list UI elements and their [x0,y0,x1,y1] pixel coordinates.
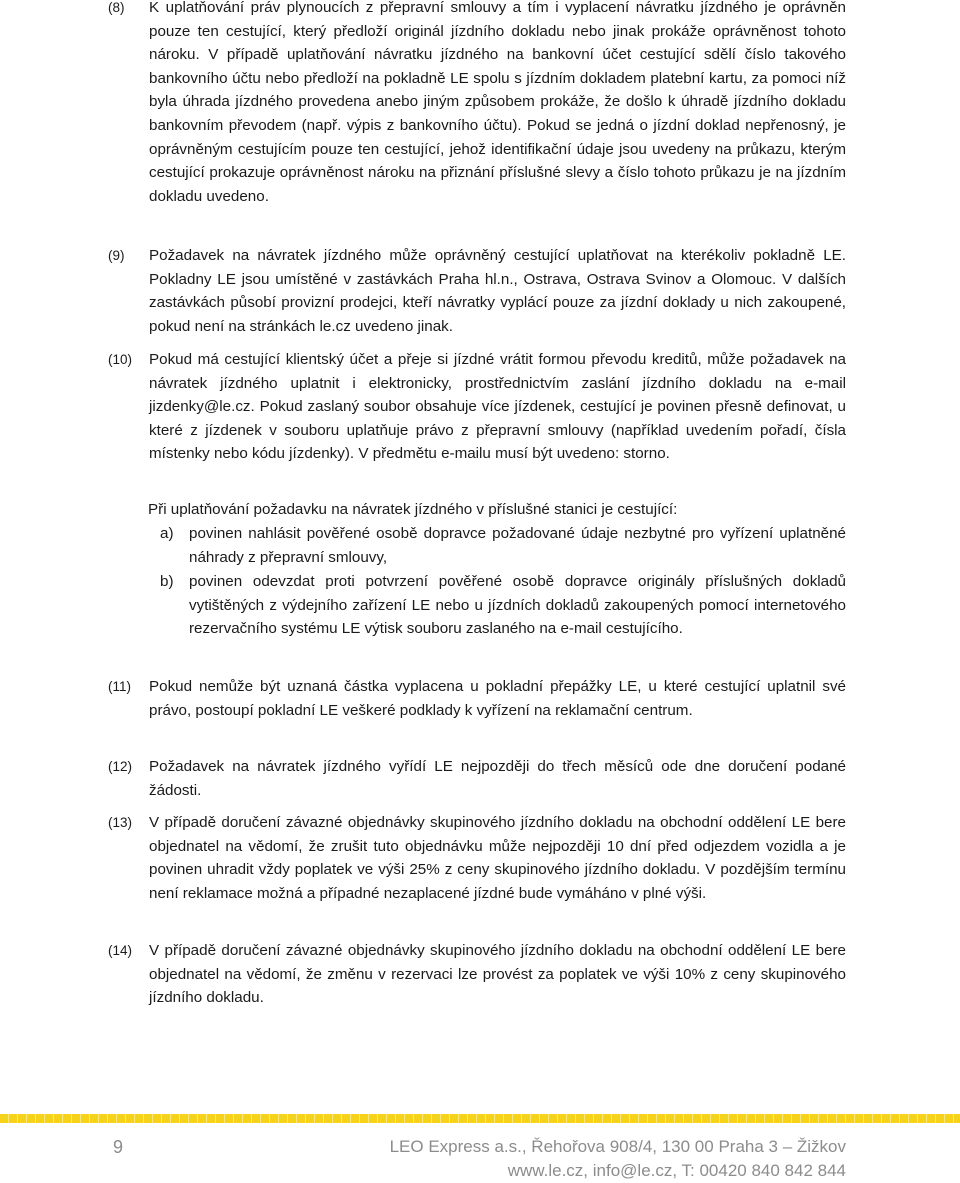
page-number: 9 [113,1137,124,1157]
paragraph-text: Požadavek na návratek jízdného vyřídí LE nejpozději do třech měsíců ode dne doručení podané žádosti. [149,758,846,799]
paragraph-13 [108,811,846,905]
paragraph-11 [108,675,846,722]
footer-company-address: LEO Express a.s., Řehořova 908/4, 130 00 Praha 3 – Žižkov [389,1137,846,1156]
sub-item-label: b) [160,573,174,590]
paragraph-text: V případě doručení závazné objednávky skupinového jízdního dokladu na obchodní oddělení LE bere objednatel na vědomí, že zrušit tuto objednávku může nejpozději 10 dní před odjezdem vozidla a je povinen uhradit vždy poplatek ve výši 25% z ceny skupinového jízdního dokladu. V pozdějším termínu není reklamace možná a případné nezaplacené jízdné bude vymáháno v plné výši. [149,814,846,902]
paragraph-number: (12) [108,759,133,774]
paragraph-number: (14) [108,943,133,958]
paragraph-8 [108,0,846,208]
footer-accent-bar [0,1114,960,1123]
paragraph-number: (9) [108,248,125,263]
sub-item-label: a) [160,525,174,542]
paragraph-number: (11) [108,679,132,694]
paragraph-text: V případě doručení závazné objednávky skupinového jízdního dokladu na obchodní oddělení LE bere objednatel na vědomí, že změnu v rezervaci lze provést za poplatek ve výši 10% z ceny skupinového jízdního dokladu. [149,942,846,1007]
sub-item-text: povinen nahlásit pověřené osobě dopravce požadované údaje nezbytné pro vyřízení uplatněné náhrady z přepravní smlouvy, [189,525,846,566]
paragraph-10 [108,348,846,466]
paragraph-number: (8) [108,0,125,15]
paragraph-9 [108,244,846,338]
paragraph-text: K uplatňování práv plynoucích z přepravní smlouvy a tím i vyplacení návratku jízdného je oprávněn pouze ten cestující, který předloží originál jízdního dokladu nebo jinak prokáže oprávněnost tohoto nároku. V případě uplatňování návratku jízdného na bankovní účet cestující sdělí číslo takového bankovního účtu nebo předloží na pokladně LE spolu s jízdním dokladem platební kartu, za pomoci níž byla úhrada jízdného provedena anebo jiným způsobem prokáže, že došlo k úhradě jízdního dokladu bankovním převodem (např. výpis z bankovního účtu). Pokud se jedná o jízdní doklad nepřenosný, je oprávněným cestujícím pouze ten cestující, jehož identifikační údaje jsou uvedeny na průkazu, kterým cestující prokazuje oprávněnost nároku na přiznání příslušné slevy a číslo tohoto průkazu je na jízdním dokladu uvedeno. [149,0,846,205]
refund-intro: Při uplatňování požadavku na návratek jízdného v příslušné stanici je cestující: [148,501,678,518]
footer-contact-info: www.le.cz, info@le.cz, T: 00420 840 842 844 [507,1161,846,1180]
sub-item-text: povinen odevzdat proti potvrzení pověřené osobě dopravce originály příslušných dokladů vytištěných z výdejního zařízení LE nebo u jízdních dokladů zakoupených pomocí internetového rezervačního systému LE výtisk souboru zaslaného na e-mail cestujícího. [189,573,846,638]
paragraph-number: (13) [108,815,133,830]
paragraph-text: Požadavek na návratek jízdného může oprávněný cestující uplatňovat na kterékoliv pokladně LE. Pokladny LE jsou umístěné v zastávkách Praha hl.n., Ostrava, Ostrava Svinov a Olomouc. V dalších zastávkách působí provizní prodejci, kteří návratky vyplácí pouze za jízdní doklady u nich zakoupené, pokud není na stránkách le.cz uvedeno jinak. [149,247,846,335]
paragraph-number: (10) [108,352,133,367]
sub-item-a [160,522,846,569]
paragraph-text: Pokud má cestující klientský účet a přeje si jízdné vrátit formou převodu kreditů, může požadavek na návratek jízdného uplatnit i elektronicky, prostřednictvím zaslání jízdního dokladu na e-mail jizdenky@le.cz. Pokud zaslaný soubor obsahuje více jízdenek, cestující je povinen přesně definovat, u které z jízdenek v souboru uplatňuje právo z přepravní smlouvy (například uvedením pořadí, čísla místenky nebo kódu jízdenky). V předmětu e-mailu musí být uvedeno: storno. [149,351,846,463]
paragraph-12 [108,755,846,802]
paragraph-text: Pokud nemůže být uznaná částka vyplacena u pokladní přepážky LE, u které cestující uplatnil své právo, postoupí pokladní LE veškeré podklady k vyřízení na reklamační centrum. [149,678,846,719]
paragraph-14 [108,939,846,1010]
sub-item-b [160,570,846,641]
